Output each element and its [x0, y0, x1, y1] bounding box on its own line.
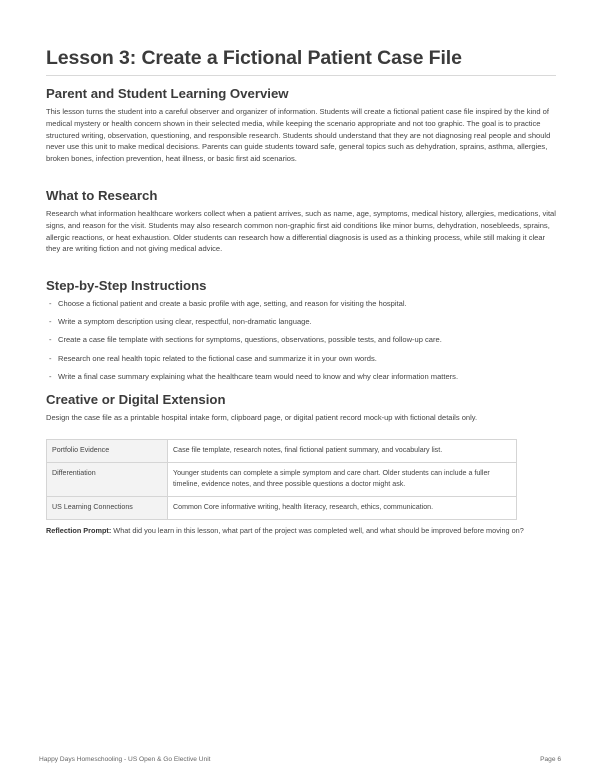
title-divider	[46, 75, 556, 76]
list-item: - Write a symptom description using clear, respectful, non-dramatic language.	[49, 317, 312, 327]
overview-body: This lesson turns the student into a careful observer and organizer of information. Students will create a fictional patient case file inspired by the kind of medical mystery or health concern shown in their selected media, while keeping the scenario appropriate and not too graphic. The goal is to practice structured writing, observation, questioning, and responsible research. Students should understand that they are not diagnosing real people and should never use this unit to make medical decisions. Parents can guide students toward safe, general topics such as dehydration, sprains, asthma, allergies, broken bones, infection prevention, heat illness, or basic first aid scenarios.	[46, 107, 551, 164]
table-label: Portfolio Evidence	[47, 440, 168, 463]
steps-list	[46, 298, 556, 389]
reflection-label: Reflection Prompt:	[46, 526, 112, 535]
table-label: Differentiation	[47, 463, 168, 497]
summary-table	[46, 439, 517, 520]
list-item: - Write a final case summary explaining what the healthcare team would need to know and why clear information matters.	[49, 371, 459, 381]
creative-body: Design the case file as a printable hospital intake form, clipboard page, or digital patient record mock-up with fictional details only.	[46, 413, 478, 422]
list-item: - Create a case file template with sections for symptoms, questions, observations, possible tests, and follow-up care.	[49, 335, 442, 345]
table-row	[47, 440, 517, 463]
list-item: - Research one real health topic related to the fictional case and summarize it in your own words.	[49, 353, 377, 363]
page-title: Lesson 3: Create a Fictional Patient Case File	[46, 47, 462, 69]
page-number: Page 6	[540, 756, 561, 763]
page-footer	[39, 756, 561, 763]
research-heading: What to Research	[46, 188, 158, 203]
reflection-text: What did you learn in this lesson, what part of the project was completed well, and what should be improved before moving on?	[111, 526, 524, 535]
table-value: Case file template, research notes, final fictional patient summary, and vocabulary list.	[168, 440, 517, 463]
research-body: Research what information healthcare workers collect when a patient arrives, such as name, age, symptoms, medical history, allergies, medications, vital signs, and reason for the visit. Students may also research common non-graphic first aid conditions like minor burns, dehydration, nosebleeds, sprains, allergic reactions, or heat exhaustion. Older students can research how a differential diagnosis is used as a thinking process, while still making it clear they are writing fiction and not giving medical advice.	[46, 209, 556, 254]
table-value: Younger students can complete a simple symptom and care chart. Older students can include a fuller timeline, evidence notes, and three possible questions a doctor might ask.	[168, 463, 517, 497]
list-item: - Choose a fictional patient and create a basic profile with age, setting, and reason for visiting the hospital.	[49, 299, 407, 308]
table-row	[47, 463, 517, 497]
overview-heading: Parent and Student Learning Overview	[46, 86, 289, 101]
steps-heading: Step-by-Step Instructions	[46, 278, 207, 293]
table-value: Common Core informative writing, health literacy, research, ethics, communication.	[168, 497, 517, 520]
table-row	[47, 497, 517, 520]
footer-title: Happy Days Homeschooling - US Open & Go Elective Unit	[39, 756, 211, 763]
reflection-prompt	[46, 525, 556, 536]
creative-heading: Creative or Digital Extension	[46, 392, 226, 407]
table-label: US Learning Connections	[47, 497, 168, 520]
